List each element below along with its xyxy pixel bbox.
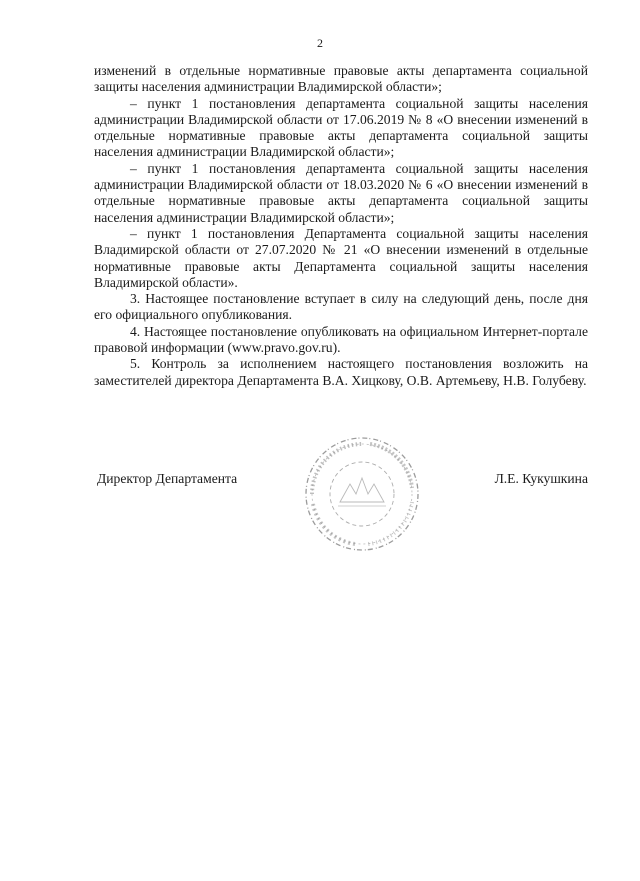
- paragraph: изменений в отдельные нормативные правовые акты департамента социальной защиты населения администрации Владимирской области»;: [94, 63, 588, 95]
- paragraph: – пункт 1 постановления департамента социальной защиты населения администрации Владимирской области от 17.06.2019 № 8 «О внесении изменений в отдельные нормативные правовые акты департамента социальной защиты населения администрации Владимирской области»;: [94, 95, 588, 160]
- paragraph: 5. Контроль за исполнением настоящего постановления возложить на заместителей директора Департамента В.А. Хицкову, О.В. Артемьеву, Н.В. Голубеву.: [94, 356, 588, 388]
- paragraph: – пункт 1 постановления департамента социальной защиты населения администрации Владимирской области от 18.03.2020 № 6 «О внесении изменений в отдельные нормативные правовые акты департамента социальной защиты населения администрации Владимирской области»;: [94, 160, 588, 225]
- signature-block: [94, 471, 588, 491]
- document-body: [94, 63, 588, 389]
- official-seal-icon: [300, 432, 424, 556]
- paragraph: – пункт 1 постановления Департамента социальной защиты населения Владимирской области от 27.07.2020 № 21 «О внесении изменений в отдельные нормативные правовые акты Департамента социальной защиты населения Владимирской области».: [94, 225, 588, 290]
- signatory-title: Директор Департамента: [97, 471, 238, 486]
- paragraph: 3. Настоящее постановление вступает в силу на следующий день, после дня его официального опубликования.: [94, 291, 588, 323]
- paragraph: 4. Настоящее постановление опубликовать на официальном Интернет-портале правовой информации (www.pravo.gov.ru).: [94, 323, 588, 356]
- signatory-name: Л.Е. Кукушкина: [494, 471, 588, 486]
- page-number: 2: [317, 36, 323, 50]
